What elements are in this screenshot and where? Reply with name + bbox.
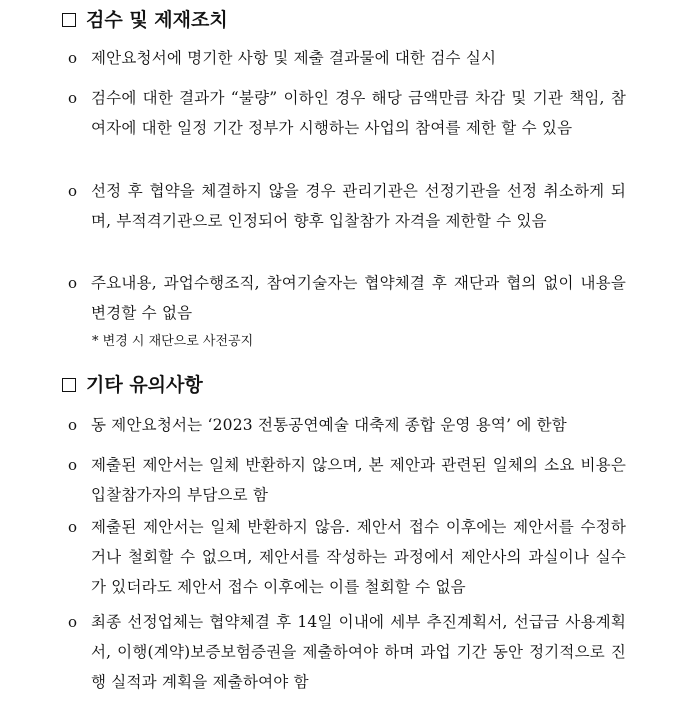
list-item bbox=[68, 450, 626, 510]
bullet: o bbox=[68, 182, 78, 200]
list-item-text: 선정 후 협약을 체결하지 않을 경우 관리기관은 선정기관을 선정 취소하게 되며, 부적격기관으로 인정되어 향후 입찰참가 자격을 제한할 수 있음 bbox=[91, 182, 626, 230]
list-item-text: 제출된 제안서는 일체 반환하지 않으며, 본 제안과 관련된 일체의 소요 비용은 입찰참가자의 부담으로 함 bbox=[91, 456, 626, 504]
list-item bbox=[68, 268, 626, 328]
bullet: o bbox=[68, 49, 78, 67]
section-title: 기타 유의사항 bbox=[86, 374, 203, 396]
section-heading-inspection bbox=[62, 8, 228, 32]
list-item bbox=[68, 410, 626, 440]
bullet: o bbox=[68, 416, 78, 434]
list-item bbox=[68, 176, 626, 236]
checkbox-square-icon bbox=[62, 13, 76, 27]
bullet: o bbox=[68, 613, 78, 631]
list-item-text: 주요내용, 과업수행조직, 참여기술자는 협약체결 후 재단과 협의 없이 내용을 변경할 수 없음 bbox=[91, 274, 626, 322]
list-item-text: 제안요청서에 명기한 사항 및 제출 결과물에 대한 검수 실시 bbox=[91, 49, 497, 67]
list-item-text: 제출된 제안서는 일체 반환하지 않음. 제안서 접수 이후에는 제안서를 수정하거나 철회할 수 없으며, 제안서를 작성하는 과정에서 제안사의 과실이나 실수가 있더라도 제안서 접수 이후에는 이를 철회할 수 없음 bbox=[91, 518, 626, 596]
bullet: o bbox=[68, 456, 78, 474]
checkbox-square-icon bbox=[62, 378, 76, 392]
list-item bbox=[68, 512, 626, 602]
section-title: 검수 및 제재조치 bbox=[86, 9, 228, 31]
list-item bbox=[68, 607, 626, 697]
list-item-text: 검수에 대한 결과가 “불량” 이하인 경우 해당 금액만큼 차감 및 기관 책임, 참여자에 대한 일정 기간 정부가 시행하는 사업의 참여를 제한 할 수 있음 bbox=[91, 89, 626, 137]
list-item-text: 동 제안요청서는 ‘2023 전통공연예술 대축제 종합 운영 용역’ 에 한함 bbox=[91, 416, 567, 434]
list-item bbox=[68, 83, 626, 143]
list-item bbox=[68, 43, 626, 73]
footnote: * 변경 시 재단으로 사전공지 bbox=[92, 334, 254, 349]
section-heading-notes bbox=[62, 373, 203, 397]
bullet: o bbox=[68, 274, 78, 292]
list-item-text: 최종 선정업체는 협약체결 후 14일 이내에 세부 추진계획서, 선급금 사용계획서, 이행(계약)보증보험증권을 제출하여야 하며 과업 기간 동안 정기적으로 진행 실적과 계획을 제출하여야 함 bbox=[91, 613, 626, 691]
bullet: o bbox=[68, 518, 78, 536]
bullet: o bbox=[68, 89, 78, 107]
